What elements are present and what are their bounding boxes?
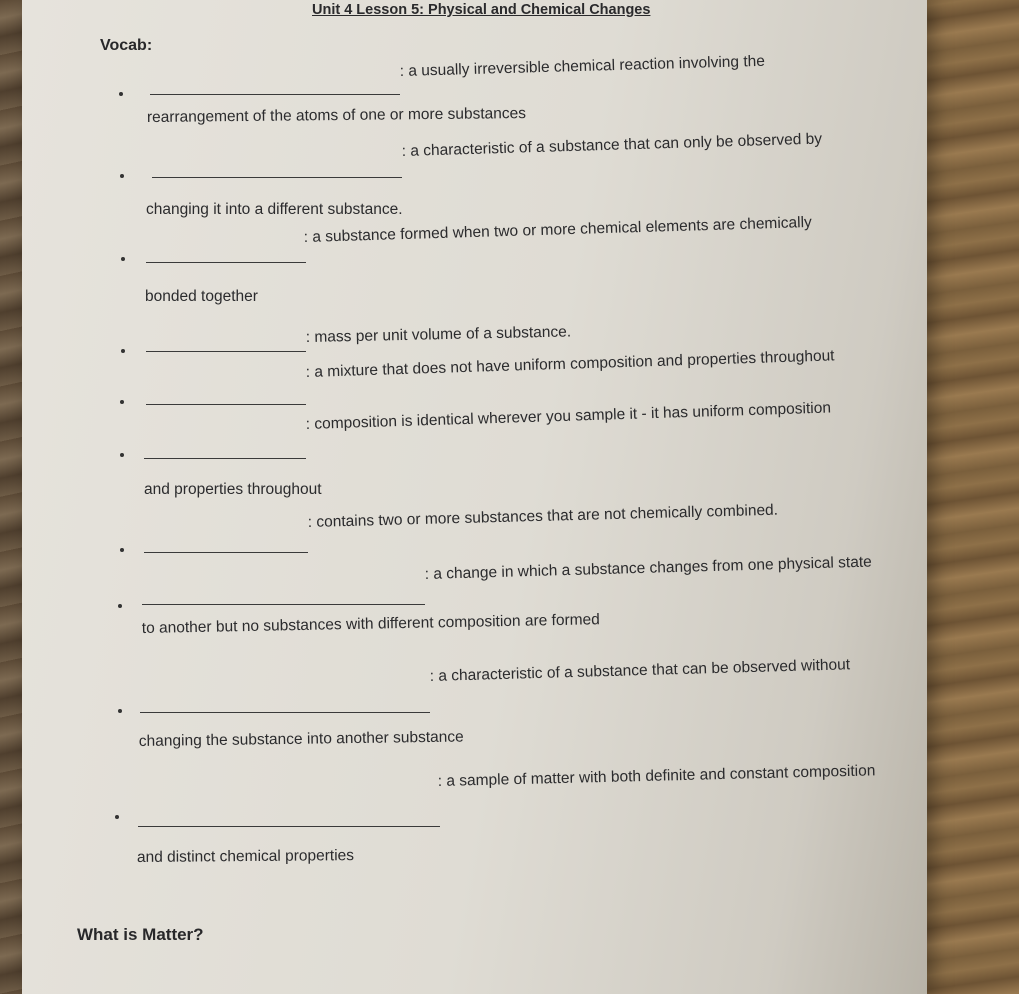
answer-blank[interactable] [144,458,306,459]
list-bullet [118,709,122,713]
vocab-definition: : a characteristic of a substance that can be observed without [429,656,851,686]
answer-blank[interactable] [150,94,400,95]
answer-blank[interactable] [144,552,308,553]
vocab-definition-continuation: and properties throughout [144,481,322,498]
vocab-definition: : a characteristic of a substance that can only be observed by [401,130,823,161]
vocab-definition-continuation: changing it into a different substance. [146,201,403,218]
vocab-definition-continuation: and distinct chemical properties [136,847,355,867]
list-bullet [120,453,124,457]
vocab-definition: : a usually irreversible chemical reaction involving the [399,52,766,81]
worksheet-page [22,0,927,994]
vocab-definition: : a mixture that does not have uniform composition and properties throughout [305,347,835,382]
vocab-definition: : a substance formed when two or more chemical elements are chemically [303,213,813,247]
vocab-heading: Vocab: [100,37,153,54]
list-bullet [118,604,122,608]
vocab-definition-continuation: bonded together [145,288,258,305]
vocab-definition: : contains two or more substances that are not chemically combined. [307,501,779,532]
list-bullet [120,400,124,404]
worksheet-title: Unit 4 Lesson 5: Physical and Chemical Changes [312,2,651,18]
list-bullet [120,548,124,552]
list-bullet [115,815,119,819]
vocab-definition-continuation: to another but no substances with different composition are formed [141,611,600,638]
vocab-definition: : mass per unit volume of a substance. [305,323,572,347]
vocab-definition: : a sample of matter with both definite and constant composition [437,762,876,791]
list-bullet [121,257,125,261]
vocab-definition-continuation: changing the substance into another substance [138,728,464,751]
list-bullet [119,92,123,96]
vocab-definition: : a change in which a substance changes from one physical state [424,553,872,584]
answer-blank[interactable] [138,826,440,827]
answer-blank[interactable] [146,404,306,405]
vocab-definition: : composition is identical wherever you sample it - it has uniform composition [305,399,832,434]
answer-blank[interactable] [140,712,430,713]
list-bullet [120,174,124,178]
answer-blank[interactable] [142,604,425,605]
answer-blank[interactable] [146,351,306,352]
answer-blank[interactable] [152,177,402,178]
vocab-definition-continuation: rearrangement of the atoms of one or more substances [146,105,527,127]
matter-heading: What is Matter? [77,925,204,944]
list-bullet [121,349,125,353]
answer-blank[interactable] [146,262,306,263]
